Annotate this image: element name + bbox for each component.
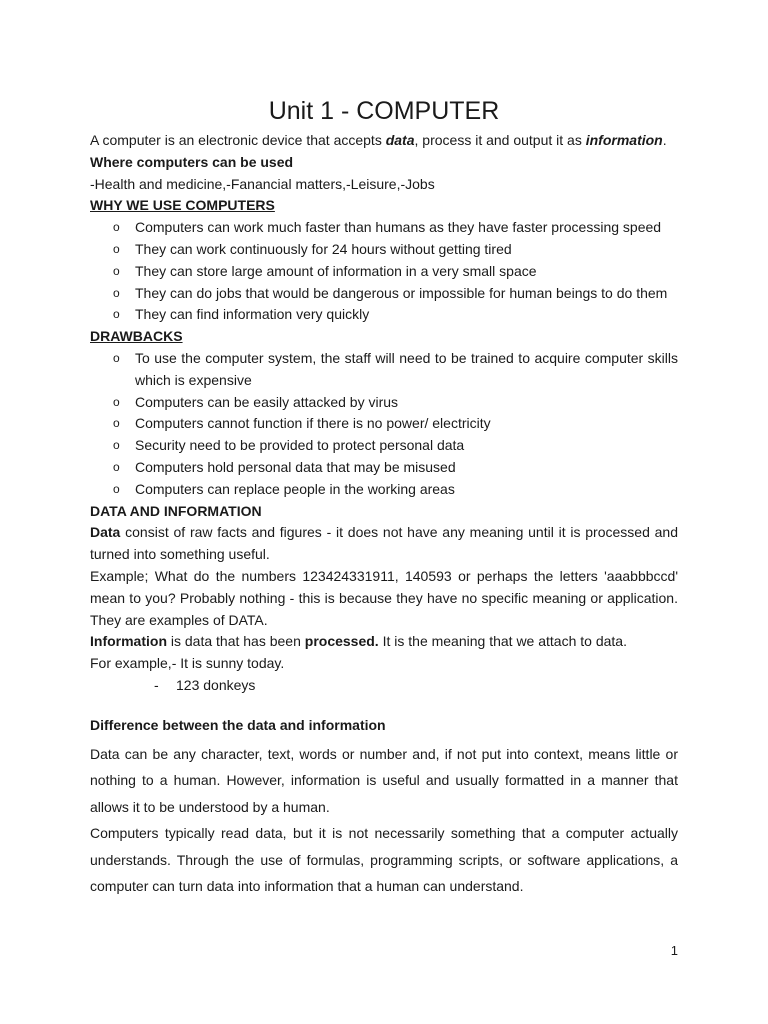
document-page [90,94,678,900]
bullet-marker: o [113,241,120,256]
information-definition-end: It is the meaning that we attach to data. [378,633,627,650]
donkeys-line [90,675,678,697]
intro-text-e: . [662,132,667,148]
list-item-text: Computers can work much faster than humans as they have faster processing speed [135,219,662,236]
list-item-text: They can find information very quickly [135,306,370,323]
bullet-marker: o [113,220,120,235]
list-item-text: Security need to be provided to protect personal data [135,437,465,454]
bullet-marker: o [113,438,120,453]
list-item-text: Computers can be easily attacked by virus [135,393,399,410]
list-item [90,435,678,457]
list-item [90,457,678,479]
list-item [90,413,678,435]
drawbacks-heading: DRAWBACKS [90,328,183,345]
list-item [90,217,678,239]
bullet-marker: o [113,481,120,496]
data-example: Example; What do the numbers 123424331911, 140593 or perhaps the letters 'aaabbbccd' mean to you? Probably nothing - this is because they have no specific meaning or application. They are examples of DATA. [90,567,678,628]
list-item [90,283,678,305]
intro-text-a: A computer is an electronic device that accepts [90,132,386,148]
intro-text-c: , process it and output it as [414,132,586,148]
difference-paragraph-2: Computers typically read data, but it is not necessarily something that a computer actually understands. Through the use of formulas, programming scripts, or software applications, a computer can turn data into information that a human can understand. [90,825,678,895]
list-item [90,261,678,283]
for-example-line: For example,- It is sunny today. [90,655,285,672]
why-list [90,217,678,326]
list-item-text: They can store large amount of information in a very small space [135,262,537,279]
data-definition-text: consist of raw facts and figures - it does not have any meaning until it is processed and turned into something useful. [90,524,678,563]
list-item-text: Computers hold personal data that may be misused [135,458,456,475]
bullet-marker: o [113,459,120,474]
bullet-marker: o [113,285,120,300]
list-item-text: Computers can replace people in the working areas [135,480,455,497]
data-term: Data [90,524,121,541]
where-list: -Health and medicine,-Fanancial matters,-Leisure,-Jobs [90,175,435,192]
where-heading: Where computers can be used [90,153,294,170]
list-item [90,239,678,261]
list-item-text: To use the computer system, the staff will need to be trained to acquire computer skills which is expensive [135,349,678,388]
section-spacer [90,697,678,715]
processed-term: processed. [304,633,379,650]
list-item [90,392,678,414]
bullet-marker: o [113,416,120,431]
data-definition [90,522,678,566]
list-item [90,479,678,501]
intro-term-information: information [585,132,663,148]
page-number: 1 [670,943,678,958]
drawbacks-list [90,348,678,501]
dash-marker: - [154,676,159,693]
page-title: Unit 1 - COMPUTER [268,97,500,125]
difference-paragraph-1: Data can be any character, text, words or number and, if not put into context, means little or nothing to a human. However, information is useful and usually formatted in a manner that allows it to be understood by a human. [90,745,678,815]
list-item-text: They can do jobs that would be dangerous or impossible for human beings to do them [135,284,668,301]
difference-heading: Difference between the data and information [90,716,386,733]
list-item-text: They can work continuously for 24 hours without getting tired [135,240,512,257]
data-info-heading: DATA AND INFORMATION [90,502,262,519]
intro-term-data: data [385,132,415,148]
bullet-marker: o [113,350,120,365]
information-definition-text: is data that has been [167,633,305,650]
list-item-text: Computers cannot function if there is no power/ electricity [135,415,491,432]
donkeys-text: 123 donkeys [176,676,256,693]
bullet-marker: o [113,263,120,278]
information-term: Information [90,633,167,650]
list-item [90,348,678,392]
bullet-marker: o [113,307,120,322]
bullet-marker: o [113,394,120,409]
list-item [90,304,678,326]
why-heading: WHY WE USE COMPUTERS [90,197,275,214]
intro-paragraph [90,130,678,152]
information-definition [90,631,678,653]
